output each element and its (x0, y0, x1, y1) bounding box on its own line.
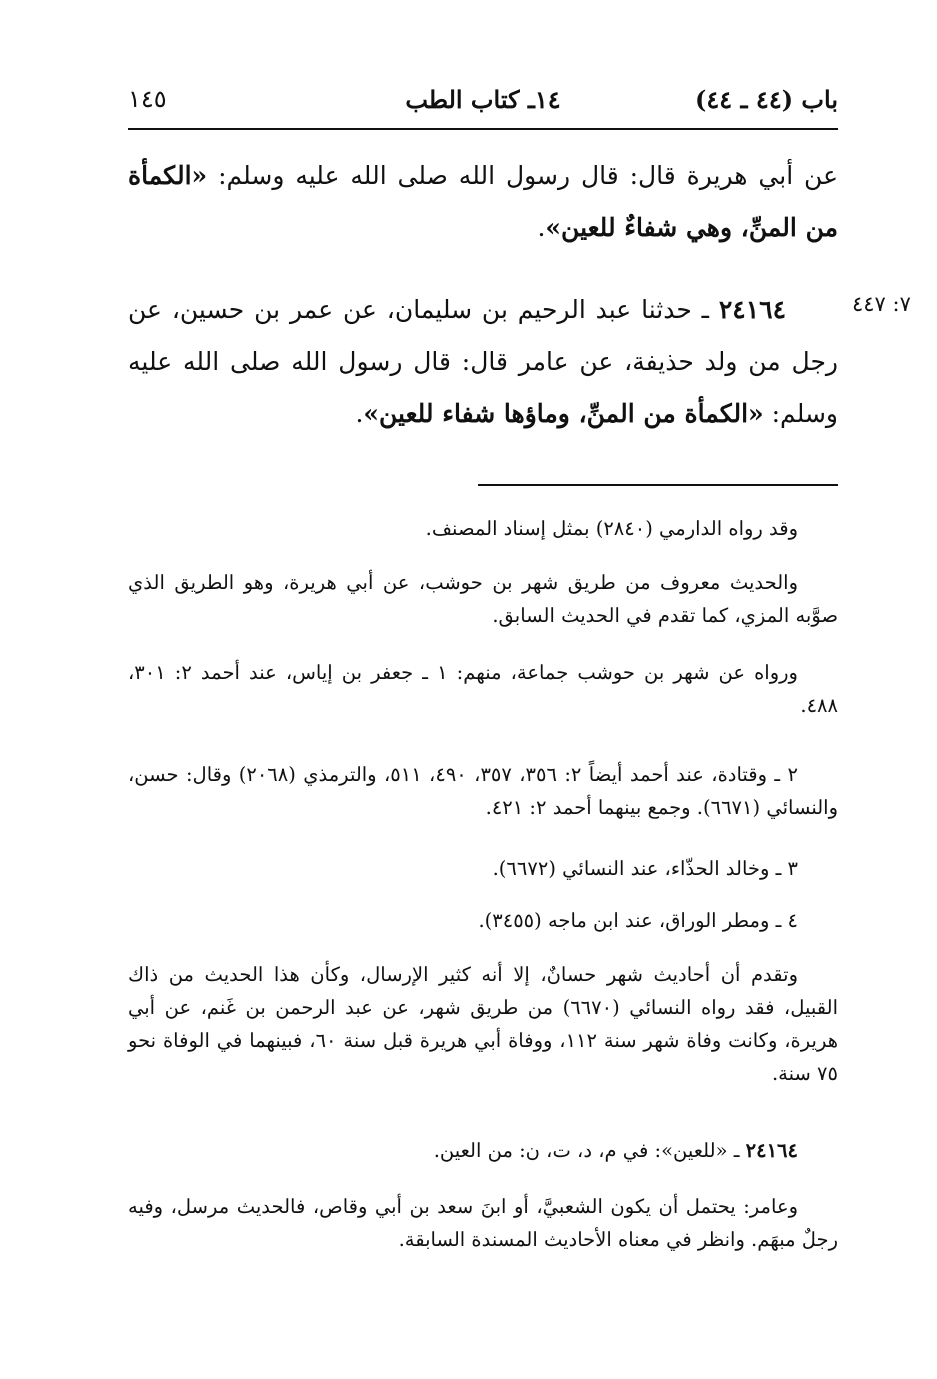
footnote-text: ـ «للعين»: في م، د، ت، ن: من العين. (433, 1139, 746, 1162)
footnote-text: وتقدم أن أحاديث شهر حسانٌ، إلا أنه كثير الإرسال، وكأن هذا الحديث من ذاك القبيل، فقد رواه النسائي (٦٦٧٠) من طريق شهر، عن عبد الرحمن بن غَنم، عن أبي هريرة، وكانت وفاة شهر سنة ١١٢، ووفاة أبي هريرة قبل سنة ٦٠، فبينهما في الوفاة نحو ٧٥ سنة. (128, 963, 838, 1085)
hadith-quote: «الكمأة من المنِّ، وماؤها شفاء للعين» (363, 399, 764, 428)
footnote-3 (128, 656, 838, 722)
section-title: باب (٤٤ ـ ٤٤) (695, 85, 838, 114)
hadith-24164 (128, 284, 838, 440)
footnote-text: وعامر: يحتمل أن يكون الشعبيَّ، أو ابنَ سعد بن أبي وقاص، فالحديث مرسل، وفيه رجلٌ مبهَم. وانظر في معناه الأحاديث المسندة السابقة. (128, 1195, 838, 1251)
footnote-1 (128, 512, 838, 545)
footnote-text: ٣ ـ وخالد الحذّاء، عند النسائي (٦٦٧٢). (492, 857, 798, 880)
header-rule (128, 128, 838, 130)
footnote-text: والحديث معروف من طريق شهر بن حوشب، عن أبي هريرة، وهو الطريق الذي صوَّبه المزي، كما تقدم في الحديث السابق. (128, 571, 838, 627)
footnote-text: ٢ ـ وقتادة، عند أحمد أيضاً ٢: ٣٥٦، ٣٥٧، ٤٩٠، ٥١١، والترمذي (٢٠٦٨) وقال: حسن، والنسائي (٦٦٧١). وجمع بينهما أحمد ٢: ٤٢١. (128, 763, 838, 819)
hadith-text: ـ حدثنا عبد الرحيم بن سليمان، عن عمر بن حسين، عن رجل من ولد حذيفة، عن عامر قال: قال رسول الله صلى الله عليه وسلم: (128, 295, 838, 428)
hadith-end: . (355, 399, 364, 428)
hadith-number: ٢٤١٦٤ (718, 295, 786, 324)
footnote-9 (128, 1190, 838, 1256)
footnote-5 (128, 852, 838, 885)
hadith-quote: «الكمأة من المنِّ، وهي شفاءٌ للعين» (128, 161, 838, 242)
page-number: ١٤٥ (128, 85, 167, 113)
hadith-continuation (128, 150, 838, 254)
footnote-4 (128, 758, 838, 824)
chapter-title: ١٤ـ كتاب الطب (405, 85, 561, 114)
margin-reference: ٧: ٤٤٧ (852, 292, 911, 316)
footnote-8 (128, 1134, 838, 1167)
footnote-2 (128, 566, 838, 632)
hadith-text: عن أبي هريرة قال: قال رسول الله صلى الله عليه وسلم: (207, 161, 838, 190)
footnote-text: وقد رواه الدارمي (٢٨٤٠) بمثل إسناد المصنف. (425, 517, 798, 540)
running-header (128, 85, 838, 125)
footnote-6 (128, 904, 838, 937)
footnote-text: ورواه عن شهر بن حوشب جماعة، منهم: ١ ـ جعفر بن إياس، عند أحمد ٢: ٣٠١، ٤٨٨. (128, 661, 838, 717)
footnote-7 (128, 958, 838, 1090)
footnote-hadith-number: ٢٤١٦٤ (745, 1139, 798, 1162)
hadith-end: . (537, 213, 546, 242)
footnote-text: ٤ ـ ومطر الوراق، عند ابن ماجه (٣٤٥٥). (478, 909, 798, 932)
footnote-separator (478, 484, 838, 486)
